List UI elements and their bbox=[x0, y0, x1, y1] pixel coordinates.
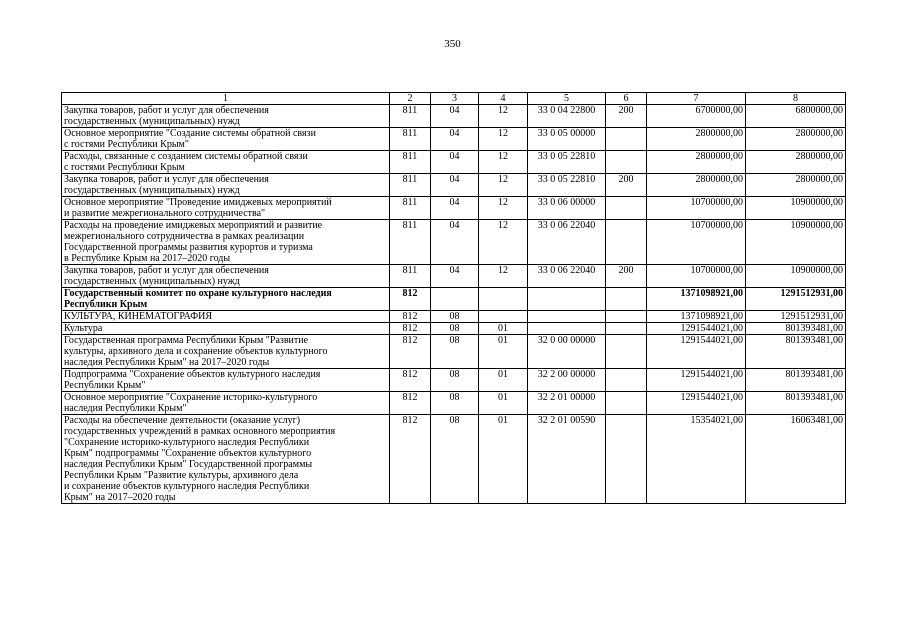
amount-2019-cell: 10700000,00 bbox=[647, 265, 746, 288]
table-row bbox=[62, 128, 846, 151]
ministry-code-cell: 811 bbox=[390, 151, 431, 174]
ministry-code-cell: 811 bbox=[390, 220, 431, 265]
item-name-cell: Культура bbox=[62, 323, 390, 335]
section-cell: 04 bbox=[431, 128, 479, 151]
ministry-code-cell: 811 bbox=[390, 197, 431, 220]
item-name-cell: Государственная программа Республики Крым "Развитие культуры, архивного дела и сохранение объектов культурного наследия Республики Крым" на 2017–2020 годы bbox=[62, 335, 390, 369]
target-article-cell: 33 0 06 00000 bbox=[528, 197, 606, 220]
expense-type-cell bbox=[606, 415, 647, 504]
section-cell: 04 bbox=[431, 265, 479, 288]
amount-2020-cell: 801393481,00 bbox=[746, 392, 846, 415]
section-cell: 08 bbox=[431, 335, 479, 369]
subsection-cell: 01 bbox=[479, 392, 528, 415]
expense-type-cell bbox=[606, 335, 647, 369]
table-row bbox=[62, 369, 846, 392]
subsection-cell: 12 bbox=[479, 265, 528, 288]
ministry-code-cell: 812 bbox=[390, 335, 431, 369]
target-article-cell: 33 0 05 22810 bbox=[528, 151, 606, 174]
section-cell: 04 bbox=[431, 174, 479, 197]
ministry-code-cell: 811 bbox=[390, 128, 431, 151]
expense-type-cell bbox=[606, 369, 647, 392]
section-cell: 04 bbox=[431, 197, 479, 220]
target-article-cell: 32 0 00 00000 bbox=[528, 335, 606, 369]
target-article-cell: 32 2 00 00000 bbox=[528, 369, 606, 392]
amount-2020-cell: 801393481,00 bbox=[746, 323, 846, 335]
amount-2020-cell: 2800000,00 bbox=[746, 151, 846, 174]
expense-type-cell bbox=[606, 197, 647, 220]
ministry-code-cell: 812 bbox=[390, 392, 431, 415]
ministry-code-cell: 811 bbox=[390, 174, 431, 197]
amount-2019-cell: 2800000,00 bbox=[647, 174, 746, 197]
subsection-cell: 12 bbox=[479, 105, 528, 128]
ministry-code-cell: 812 bbox=[390, 311, 431, 323]
subsection-cell bbox=[479, 288, 528, 311]
subsection-cell: 12 bbox=[479, 197, 528, 220]
item-name-cell: Основное мероприятие "Проведение имиджевых мероприятий и развитие межрегионального сотрудничества" bbox=[62, 197, 390, 220]
subsection-cell: 12 bbox=[479, 151, 528, 174]
subsection-cell: 01 bbox=[479, 323, 528, 335]
amount-2020-cell: 2800000,00 bbox=[746, 128, 846, 151]
expense-type-cell: 200 bbox=[606, 174, 647, 197]
expense-type-cell: 200 bbox=[606, 265, 647, 288]
header-cell: 1 bbox=[62, 93, 390, 105]
header-cell: 7 bbox=[647, 93, 746, 105]
subsection-cell: 12 bbox=[479, 220, 528, 265]
amount-2019-cell: 1291544021,00 bbox=[647, 323, 746, 335]
amount-2019-cell: 6700000,00 bbox=[647, 105, 746, 128]
table-row bbox=[62, 311, 846, 323]
subsection-cell: 12 bbox=[479, 128, 528, 151]
amount-2020-cell: 801393481,00 bbox=[746, 335, 846, 369]
table-row bbox=[62, 323, 846, 335]
header-cell: 4 bbox=[479, 93, 528, 105]
amount-2020-cell: 10900000,00 bbox=[746, 265, 846, 288]
expense-type-cell bbox=[606, 323, 647, 335]
section-cell: 08 bbox=[431, 415, 479, 504]
section-cell: 08 bbox=[431, 369, 479, 392]
header-cell: 6 bbox=[606, 93, 647, 105]
item-name-cell: Закупка товаров, работ и услуг для обеспечения государственных (муниципальных) нужд bbox=[62, 105, 390, 128]
amount-2019-cell: 2800000,00 bbox=[647, 128, 746, 151]
target-article-cell bbox=[528, 288, 606, 311]
target-article-cell: 33 0 06 22040 bbox=[528, 220, 606, 265]
header-cell: 3 bbox=[431, 93, 479, 105]
target-article-cell: 33 0 05 00000 bbox=[528, 128, 606, 151]
budget-table bbox=[61, 92, 846, 504]
target-article-cell bbox=[528, 311, 606, 323]
target-article-cell: 33 0 05 22810 bbox=[528, 174, 606, 197]
amount-2019-cell: 10700000,00 bbox=[647, 197, 746, 220]
ministry-code-cell: 811 bbox=[390, 105, 431, 128]
amount-2020-cell: 10900000,00 bbox=[746, 220, 846, 265]
amount-2019-cell: 1291544021,00 bbox=[647, 392, 746, 415]
subsection-cell: 01 bbox=[479, 369, 528, 392]
table-header-row bbox=[62, 93, 846, 105]
amount-2019-cell: 1371098921,00 bbox=[647, 288, 746, 311]
section-cell: 08 bbox=[431, 392, 479, 415]
amount-2019-cell: 2800000,00 bbox=[647, 151, 746, 174]
table-row bbox=[62, 197, 846, 220]
item-name-cell: КУЛЬТУРА, КИНЕМАТОГРАФИЯ bbox=[62, 311, 390, 323]
subsection-cell: 12 bbox=[479, 174, 528, 197]
item-name-cell: Закупка товаров, работ и услуг для обеспечения государственных (муниципальных) нужд bbox=[62, 174, 390, 197]
amount-2020-cell: 10900000,00 bbox=[746, 197, 846, 220]
ministry-code-cell: 812 bbox=[390, 323, 431, 335]
subsection-cell: 01 bbox=[479, 415, 528, 504]
ministry-code-cell: 812 bbox=[390, 369, 431, 392]
ministry-code-cell: 811 bbox=[390, 265, 431, 288]
amount-2019-cell: 1291544021,00 bbox=[647, 369, 746, 392]
section-cell: 04 bbox=[431, 105, 479, 128]
table-row bbox=[62, 105, 846, 128]
target-article-cell: 32 2 01 00000 bbox=[528, 392, 606, 415]
table-row bbox=[62, 220, 846, 265]
item-name-cell: Основное мероприятие "Создание системы обратной связи с гостями Республики Крым" bbox=[62, 128, 390, 151]
amount-2020-cell: 6800000,00 bbox=[746, 105, 846, 128]
expense-type-cell bbox=[606, 288, 647, 311]
target-article-cell: 32 2 01 00590 bbox=[528, 415, 606, 504]
ministry-code-cell: 812 bbox=[390, 288, 431, 311]
table-row bbox=[62, 265, 846, 288]
table-row bbox=[62, 335, 846, 369]
amount-2020-cell: 1291512931,00 bbox=[746, 311, 846, 323]
amount-2020-cell: 1291512931,00 bbox=[746, 288, 846, 311]
table-row bbox=[62, 392, 846, 415]
item-name-cell: Расходы на проведение имиджевых мероприятий и развитие межрегионального сотрудничества в рамках реализации Государственной программы развития курортов и туризма в Республике Крым на 2017–2020 годы bbox=[62, 220, 390, 265]
table-row bbox=[62, 288, 846, 311]
expense-type-cell bbox=[606, 128, 647, 151]
amount-2019-cell: 10700000,00 bbox=[647, 220, 746, 265]
item-name-cell: Расходы, связанные с созданием системы обратной связи с гостями Республики Крым bbox=[62, 151, 390, 174]
item-name-cell: Подпрограмма "Сохранение объектов культурного наследия Республики Крым" bbox=[62, 369, 390, 392]
subsection-cell bbox=[479, 311, 528, 323]
target-article-cell bbox=[528, 323, 606, 335]
table-row bbox=[62, 151, 846, 174]
amount-2019-cell: 15354021,00 bbox=[647, 415, 746, 504]
item-name-cell: Закупка товаров, работ и услуг для обеспечения государственных (муниципальных) нужд bbox=[62, 265, 390, 288]
amount-2020-cell: 801393481,00 bbox=[746, 369, 846, 392]
amount-2020-cell: 16063481,00 bbox=[746, 415, 846, 504]
header-cell: 2 bbox=[390, 93, 431, 105]
section-cell: 04 bbox=[431, 151, 479, 174]
amount-2019-cell: 1371098921,00 bbox=[647, 311, 746, 323]
expense-type-cell bbox=[606, 392, 647, 415]
target-article-cell: 33 0 06 22040 bbox=[528, 265, 606, 288]
amount-2020-cell: 2800000,00 bbox=[746, 174, 846, 197]
section-cell: 08 bbox=[431, 311, 479, 323]
table-row bbox=[62, 174, 846, 197]
expense-type-cell bbox=[606, 311, 647, 323]
header-cell: 8 bbox=[746, 93, 846, 105]
ministry-code-cell: 812 bbox=[390, 415, 431, 504]
item-name-cell: Расходы на обеспечение деятельности (оказание услуг) государственных учреждений в рамках основного мероприятия "Сохранение историко-культурного наследия Республики Крым" подпрограммы "Сохранение объектов культурного наследия Республики Крым" Государственной программы Республики Крым "Развитие культуры, архивного дела и сохранение объектов культурного наследия Республики Крым" на 2017–2020 годы bbox=[62, 415, 390, 504]
subsection-cell: 01 bbox=[479, 335, 528, 369]
item-name-cell: Государственный комитет по охране культурного наследия Республики Крым bbox=[62, 288, 390, 311]
section-cell: 04 bbox=[431, 220, 479, 265]
item-name-cell: Основное мероприятие "Сохранение историко-культурного наследия Республики Крым" bbox=[62, 392, 390, 415]
amount-2019-cell: 1291544021,00 bbox=[647, 335, 746, 369]
expense-type-cell: 200 bbox=[606, 105, 647, 128]
section-cell: 08 bbox=[431, 323, 479, 335]
header-cell: 5 bbox=[528, 93, 606, 105]
section-cell bbox=[431, 288, 479, 311]
table-row bbox=[62, 415, 846, 504]
expense-type-cell bbox=[606, 220, 647, 265]
page-number: 350 bbox=[444, 38, 461, 50]
target-article-cell: 33 0 04 22800 bbox=[528, 105, 606, 128]
expense-type-cell bbox=[606, 151, 647, 174]
